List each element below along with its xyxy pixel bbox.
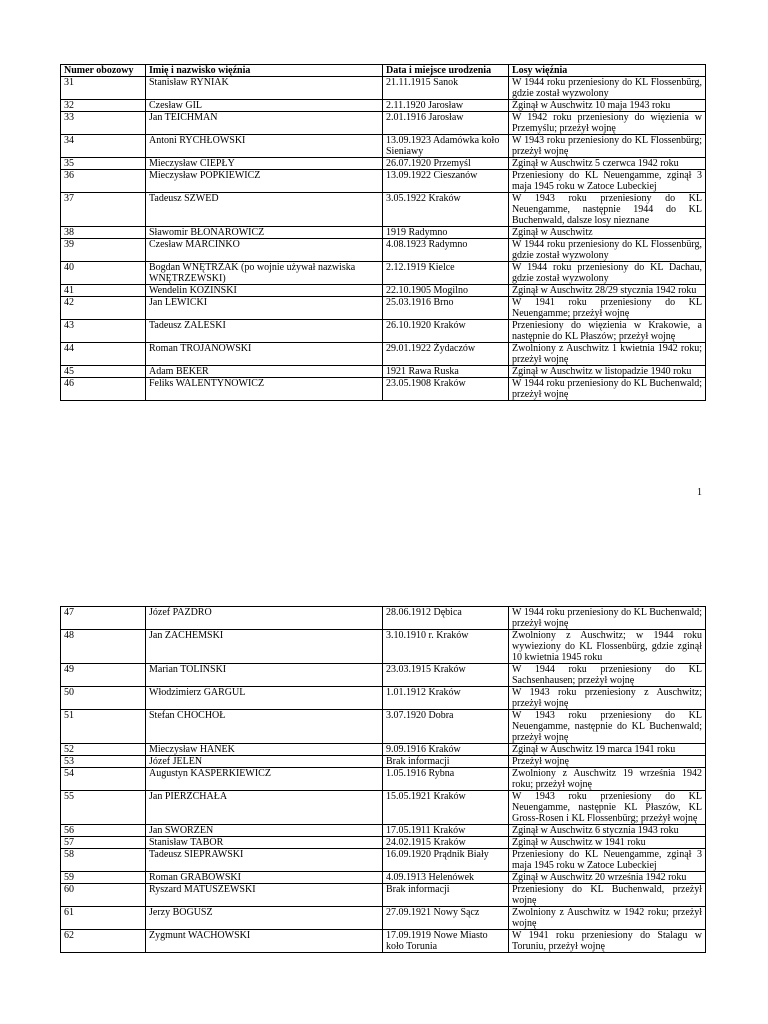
prisoner-name-cell: Józef JELEN	[146, 756, 383, 768]
prisoner-name-cell: Czesław GIL	[146, 100, 383, 112]
prisoner-fate-cell: W 1944 roku przeniesiony do KL Sachsenhausen; przeżył wojnę	[509, 664, 706, 687]
prisoner-fate-cell: W 1941 roku przeniesiony do KL Neuengamme; przeżył wojnę	[509, 297, 706, 320]
prisoner-fate-cell: Zwolniony z Auschwitz 1 kwietnia 1942 roku; przeżył wojnę	[509, 343, 706, 366]
header-prisoner-name: Imię i nazwisko więźnia	[146, 65, 383, 77]
prisoner-name-cell: Czesław MARCINKO	[146, 239, 383, 262]
birth-date-place-cell: 9.09.1916 Kraków	[383, 744, 509, 756]
table-row	[61, 170, 706, 193]
prisoner-name-cell: Mieczysław POPKIEWICZ	[146, 170, 383, 193]
table-row	[61, 710, 706, 744]
camp-number-cell: 31	[61, 77, 146, 100]
table-row	[61, 112, 706, 135]
birth-date-place-cell: 1.01.1912 Kraków	[383, 687, 509, 710]
table-row	[61, 768, 706, 791]
prisoner-name-cell: Mieczysław CIEPŁY	[146, 158, 383, 170]
table-row	[61, 930, 706, 953]
camp-number-cell: 47	[61, 607, 146, 630]
prisoner-fate-cell: W 1943 roku przeniesiony do KL Flossenbürg; przeżył wojnę	[509, 135, 706, 158]
camp-number-cell: 56	[61, 825, 146, 837]
prisoner-name-cell: Tadeusz ZALESKI	[146, 320, 383, 343]
table-row	[61, 825, 706, 837]
prisoner-fate-cell: Zginął w Auschwitz 10 maja 1943 roku	[509, 100, 706, 112]
birth-date-place-cell: 4.08.1923 Radymno	[383, 239, 509, 262]
prisoner-fate-cell: Przeniesiony do KL Neuengamme, zginął 3 maja 1945 roku w Zatoce Lubeckiej	[509, 170, 706, 193]
prisoner-name-cell: Antoni RYCHŁOWSKI	[146, 135, 383, 158]
camp-number-cell: 34	[61, 135, 146, 158]
table-row	[61, 366, 706, 378]
birth-date-place-cell: 1921 Rawa Ruska	[383, 366, 509, 378]
prisoner-name-cell: Stanisław RYNIAK	[146, 77, 383, 100]
birth-date-place-cell: Brak informacji	[383, 884, 509, 907]
prisoner-table-page-2	[60, 606, 706, 953]
birth-date-place-cell: 26.10.1920 Kraków	[383, 320, 509, 343]
camp-number-cell: 60	[61, 884, 146, 907]
table-row	[61, 837, 706, 849]
birth-date-place-cell: 17.05.1911 Kraków	[383, 825, 509, 837]
birth-date-place-cell: 13.09.1922 Cieszanów	[383, 170, 509, 193]
birth-date-place-cell: 27.09.1921 Nowy Sącz	[383, 907, 509, 930]
prisoner-fate-cell: Zginął w Auschwitz	[509, 227, 706, 239]
prisoner-fate-cell: W 1944 roku przeniesiony do KL Buchenwald; przeżył wojnę	[509, 378, 706, 401]
birth-date-place-cell: 3.07.1920 Dobra	[383, 710, 509, 744]
birth-date-place-cell: 25.03.1916 Brno	[383, 297, 509, 320]
table-row	[61, 100, 706, 112]
table-row	[61, 687, 706, 710]
prisoner-fate-cell: W 1944 roku przeniesiony do KL Buchenwald; przeżył wojnę	[509, 607, 706, 630]
birth-date-place-cell: 28.06.1912 Dębica	[383, 607, 509, 630]
prisoner-fate-cell: W 1944 roku przeniesiony do KL Dachau, gdzie został wyzwolony	[509, 262, 706, 285]
birth-date-place-cell: 2.12.1919 Kielce	[383, 262, 509, 285]
camp-number-cell: 37	[61, 193, 146, 227]
prisoner-name-cell: Włodzimierz GARGUL	[146, 687, 383, 710]
camp-number-cell: 53	[61, 756, 146, 768]
camp-number-cell: 32	[61, 100, 146, 112]
camp-number-cell: 41	[61, 285, 146, 297]
prisoner-fate-cell: Przeniesiony do KL Neuengamme, zginął 3 maja 1945 roku w Zatoce Lubeckiej	[509, 849, 706, 872]
prisoner-name-cell: Stanisław TABOR	[146, 837, 383, 849]
table-row	[61, 297, 706, 320]
birth-date-place-cell: 1919 Radymno	[383, 227, 509, 239]
prisoner-name-cell: Jan SWORZEN	[146, 825, 383, 837]
prisoner-name-cell: Jan LEWICKI	[146, 297, 383, 320]
table-row	[61, 343, 706, 366]
camp-number-cell: 50	[61, 687, 146, 710]
birth-date-place-cell: 1.05.1916 Rybna	[383, 768, 509, 791]
prisoner-fate-cell: W 1941 roku przeniesiony do Stalagu w Toruniu, przeżył wojnę	[509, 930, 706, 953]
camp-number-cell: 42	[61, 297, 146, 320]
prisoner-fate-cell: W 1943 roku przeniesiony do KL Neuengamme, następnie do KL Buchenwald; przeżył wojnę	[509, 710, 706, 744]
table-body-page-2	[61, 607, 706, 953]
prisoner-name-cell: Jan TEICHMAN	[146, 112, 383, 135]
prisoner-fate-cell: W 1943 roku przeniesiony z Auschwitz; przeżył wojnę	[509, 687, 706, 710]
table-row	[61, 285, 706, 297]
camp-number-cell: 52	[61, 744, 146, 756]
camp-number-cell: 36	[61, 170, 146, 193]
camp-number-cell: 35	[61, 158, 146, 170]
birth-date-place-cell: 23.03.1915 Kraków	[383, 664, 509, 687]
prisoner-name-cell: Wendelin KOZIŃSKI	[146, 285, 383, 297]
prisoner-name-cell: Sławomir BŁONAROWICZ	[146, 227, 383, 239]
prisoner-name-cell: Tadeusz SIEPRAWSKI	[146, 849, 383, 872]
prisoner-name-cell: Jan PIERZCHAŁA	[146, 791, 383, 825]
camp-number-cell: 49	[61, 664, 146, 687]
prisoner-fate-cell: Zginął w Auschwitz 5 czerwca 1942 roku	[509, 158, 706, 170]
birth-date-place-cell: 21.11.1915 Sanok	[383, 77, 509, 100]
table-row	[61, 872, 706, 884]
prisoner-name-cell: Jan ZACHEMSKI	[146, 630, 383, 664]
prisoner-name-cell: Marian TOLIŃSKI	[146, 664, 383, 687]
prisoner-name-cell: Józef PAZDRO	[146, 607, 383, 630]
table-row	[61, 744, 706, 756]
header-camp-number: Numer obozowy	[61, 65, 146, 77]
table-row	[61, 849, 706, 872]
prisoner-name-cell: Feliks WALENTYNOWICZ	[146, 378, 383, 401]
prisoner-name-cell: Ryszard MATUSZEWSKI	[146, 884, 383, 907]
birth-date-place-cell: 16.09.1920 Prądnik Biały	[383, 849, 509, 872]
table-row	[61, 262, 706, 285]
table-row	[61, 158, 706, 170]
prisoner-fate-cell: W 1944 roku przeniesiony do KL Flossenbürg, gdzie został wyzwolony	[509, 239, 706, 262]
table-header-row	[61, 65, 706, 77]
prisoner-fate-cell: Przeżył wojnę	[509, 756, 706, 768]
table-row	[61, 239, 706, 262]
camp-number-cell: 45	[61, 366, 146, 378]
birth-date-place-cell: 23.05.1908 Kraków	[383, 378, 509, 401]
prisoner-fate-cell: Przeniesiony do KL Buchenwald, przeżył wojnę	[509, 884, 706, 907]
prisoner-fate-cell: W 1944 roku przeniesiony do KL Flossenbürg, gdzie został wyzwolony	[509, 77, 706, 100]
table-row	[61, 884, 706, 907]
prisoner-name-cell: Jerzy BOGUSZ	[146, 907, 383, 930]
prisoner-name-cell: Tadeusz SZWED	[146, 193, 383, 227]
camp-number-cell: 33	[61, 112, 146, 135]
camp-number-cell: 57	[61, 837, 146, 849]
table-row	[61, 227, 706, 239]
prisoner-name-cell: Augustyn KASPERKIEWICZ	[146, 768, 383, 791]
table-row	[61, 907, 706, 930]
camp-number-cell: 38	[61, 227, 146, 239]
table-row	[61, 378, 706, 401]
camp-number-cell: 51	[61, 710, 146, 744]
birth-date-place-cell: 29.01.1922 Żydaczów	[383, 343, 509, 366]
birth-date-place-cell: 3.10.1910 r. Kraków	[383, 630, 509, 664]
prisoner-fate-cell: Zwolniony z Auschwitz 19 września 1942 roku; przeżył wojnę	[509, 768, 706, 791]
prisoner-fate-cell: Zginął w Auschwitz 20 września 1942 roku	[509, 872, 706, 884]
birth-date-place-cell: 24.02.1915 Kraków	[383, 837, 509, 849]
prisoner-name-cell: Stefan CHOCHOŁ	[146, 710, 383, 744]
prisoner-fate-cell: Zwolniony z Auschwitz w 1942 roku; przeżył wojnę	[509, 907, 706, 930]
table-row	[61, 607, 706, 630]
birth-date-place-cell: 17.09.1919 Nowe Miasto koło Torunia	[383, 930, 509, 953]
prisoner-fate-cell: Zginął w Auschwitz 28/29 stycznia 1942 roku	[509, 285, 706, 297]
table-row	[61, 756, 706, 768]
camp-number-cell: 59	[61, 872, 146, 884]
prisoner-fate-cell: Przeniesiony do więzienia w Krakowie, a następnie do KL Płaszów; przeżył wojnę	[509, 320, 706, 343]
prisoner-fate-cell: W 1943 roku przeniesiony do KL Neuengamme, następnie KL Płaszów, KL Gross-Rosen i KL Flossenbürg; przeżył wojnę	[509, 791, 706, 825]
prisoner-name-cell: Zygmunt WACHOWSKI	[146, 930, 383, 953]
camp-number-cell: 48	[61, 630, 146, 664]
table-row	[61, 320, 706, 343]
camp-number-cell: 55	[61, 791, 146, 825]
birth-date-place-cell: 22.10.1905 Mogilno	[383, 285, 509, 297]
birth-date-place-cell: 4.09.1913 Helenówek	[383, 872, 509, 884]
prisoner-fate-cell: Zwolniony z Auschwitz; w 1944 roku wywieziony do KL Flossenbürg, gdzie zginął 10 kwietnia 1945 roku	[509, 630, 706, 664]
camp-number-cell: 46	[61, 378, 146, 401]
prisoner-fate-cell: Zginął w Auschwitz w listopadzie 1940 roku	[509, 366, 706, 378]
prisoner-name-cell: Roman TROJANOWSKI	[146, 343, 383, 366]
table-row	[61, 664, 706, 687]
prisoner-fate-cell: Zginął w Auschwitz w 1941 roku	[509, 837, 706, 849]
header-prisoner-fate: Losy więźnia	[509, 65, 706, 77]
prisoner-fate-cell: W 1942 roku przeniesiony do więzienia w Przemyślu; przeżył wojnę	[509, 112, 706, 135]
table-row	[61, 77, 706, 100]
header-birth-date-place: Data i miejsce urodzenia	[383, 65, 509, 77]
prisoner-table-page-1	[60, 64, 706, 401]
table-row	[61, 135, 706, 158]
table-body-page-1	[61, 77, 706, 401]
prisoner-name-cell: Roman GRABOWSKI	[146, 872, 383, 884]
camp-number-cell: 40	[61, 262, 146, 285]
camp-number-cell: 62	[61, 930, 146, 953]
prisoner-name-cell: Mieczysław HANEK	[146, 744, 383, 756]
camp-number-cell: 44	[61, 343, 146, 366]
camp-number-cell: 54	[61, 768, 146, 791]
birth-date-place-cell: 2.11.1920 Jarosław	[383, 100, 509, 112]
prisoner-fate-cell: Zginął w Auschwitz 19 marca 1941 roku	[509, 744, 706, 756]
birth-date-place-cell: 26.07.1920 Przemyśl	[383, 158, 509, 170]
prisoner-fate-cell: Zginął w Auschwitz 6 stycznia 1943 roku	[509, 825, 706, 837]
prisoner-name-cell: Bogdan WNĘTRZAK (po wojnie używał nazwiska WNĘTRZEWSKI)	[146, 262, 383, 285]
prisoner-name-cell: Adam BEKER	[146, 366, 383, 378]
birth-date-place-cell: 15.05.1921 Kraków	[383, 791, 509, 825]
prisoner-fate-cell: W 1943 roku przeniesiony do KL Neuengamme, następnie 1944 do KL Buchenwald, dalsze losy nieznane	[509, 193, 706, 227]
birth-date-place-cell: 3.05.1922 Kraków	[383, 193, 509, 227]
camp-number-cell: 61	[61, 907, 146, 930]
table-row	[61, 791, 706, 825]
page-number: 1	[697, 487, 702, 498]
birth-date-place-cell: Brak informacji	[383, 756, 509, 768]
birth-date-place-cell: 13.09.1923 Adamówka koło Sieniawy	[383, 135, 509, 158]
camp-number-cell: 39	[61, 239, 146, 262]
camp-number-cell: 58	[61, 849, 146, 872]
table-row	[61, 630, 706, 664]
camp-number-cell: 43	[61, 320, 146, 343]
table-row	[61, 193, 706, 227]
birth-date-place-cell: 2.01.1916 Jarosław	[383, 112, 509, 135]
